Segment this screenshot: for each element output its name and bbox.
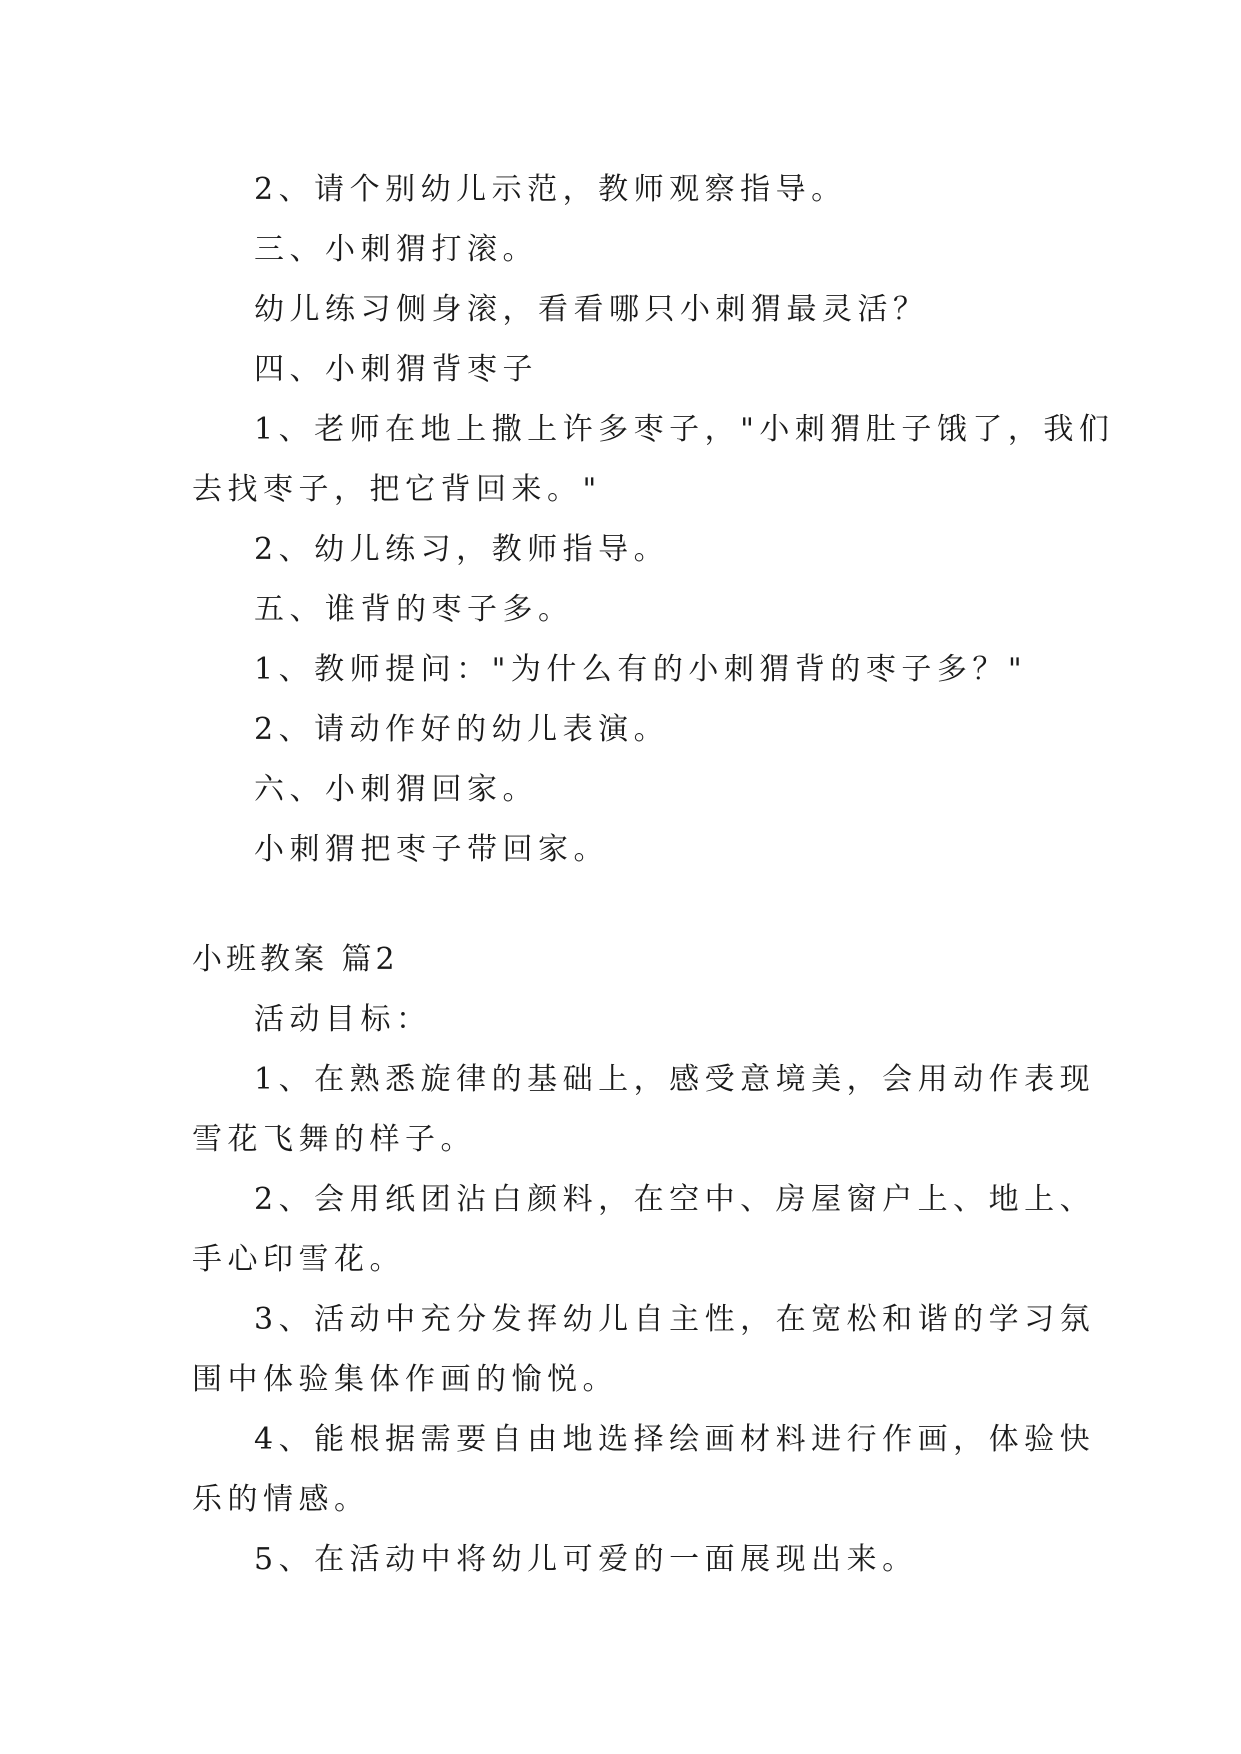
- paragraph-line: 幼儿练习侧身滚，看看哪只小刺猬最灵活？: [254, 292, 929, 327]
- paragraph-line: 1、老师在地上撒上许多枣子，"小刺猬肚子饿了，我们: [254, 412, 1115, 447]
- paragraph-line: 2、请个别幼儿示范，教师观察指导。: [254, 172, 847, 207]
- paragraph-line-continued: 去找枣子，把它背回来。": [192, 472, 602, 507]
- paragraph-line-continued: 乐的情感。: [192, 1482, 370, 1517]
- document-body: [192, 160, 1115, 1590]
- paragraph-line: 3、活动中充分发挥幼儿自主性，在宽松和谐的学习氛: [254, 1302, 1096, 1337]
- paragraph-line: 2、幼儿练习，教师指导。: [254, 532, 670, 567]
- paragraph-line: 三、小刺猬打滚。: [254, 232, 538, 267]
- paragraph-line: 五、谁背的枣子多。: [254, 592, 574, 627]
- section-spacer: [192, 880, 1062, 918]
- paragraph-line-continued: 围中体验集体作画的愉悦。: [192, 1362, 618, 1397]
- paragraph-line: 5、在活动中将幼儿可爱的一面展现出来。: [254, 1542, 918, 1577]
- paragraph-line: 1、在熟悉旋律的基础上，感受意境美，会用动作表现: [254, 1062, 1096, 1097]
- paragraph-line-continued: 手心印雪花。: [192, 1242, 405, 1277]
- section-2: [192, 930, 1096, 1590]
- paragraph-line: 六、小刺猬回家。: [254, 772, 538, 807]
- section-1: [192, 160, 1115, 880]
- paragraph-line-continued: 雪花飞舞的样子。: [192, 1122, 476, 1157]
- paragraph-line: 2、会用纸团沾白颜料，在空中、房屋窗户上、地上、: [254, 1182, 1096, 1217]
- section-title: 小班教案 篇2: [192, 942, 399, 977]
- paragraph-line: 活动目标：: [254, 1002, 432, 1037]
- paragraph-line: 小刺猬把枣子带回家。: [254, 832, 609, 867]
- paragraph-line: 1、教师提问："为什么有的小刺猬背的枣子多？": [254, 652, 1028, 687]
- paragraph-line: 四、小刺猬背枣子: [254, 352, 538, 387]
- paragraph-line: 4、能根据需要自由地选择绘画材料进行作画，体验快: [254, 1422, 1096, 1457]
- paragraph-line: 2、请动作好的幼儿表演。: [254, 712, 670, 747]
